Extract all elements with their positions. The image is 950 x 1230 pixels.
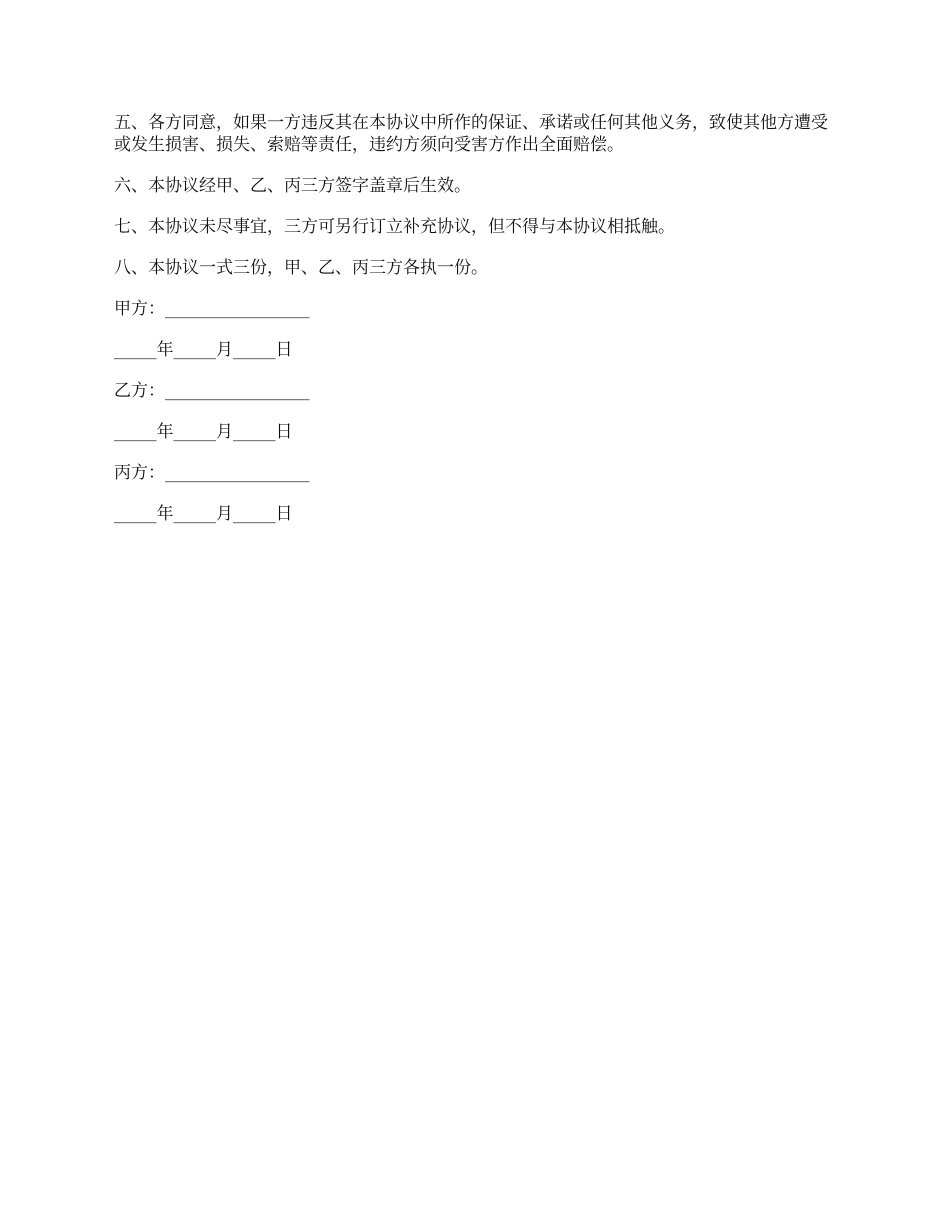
clause-7: 七、本协议未尽事宜，三方可另行订立补充协议，但不得与本协议相抵触。 (114, 217, 675, 237)
signature-date-a: _____年_____月_____日 (114, 340, 293, 360)
clause-6: 六、本协议经甲、乙、丙三方签字盖章后生效。 (114, 176, 471, 196)
signature-date-c: _____年_____月_____日 (114, 504, 293, 524)
document-page (114, 112, 838, 544)
signature-date-b: _____年_____月_____日 (114, 422, 293, 442)
clause-8: 八、本协议一式三份，甲、乙、丙三方各执一份。 (114, 258, 488, 278)
signature-party-c: 丙方：_________________ (114, 463, 310, 483)
signature-party-a: 甲方：_________________ (114, 299, 310, 319)
clause-5: 五、各方同意，如果一方违反其在本协议中所作的保证、承诺或任何其他义务，致使其他方遭受或发生损害、损失、索赔等责任，违约方须向受害方作出全面赔偿。 (114, 113, 828, 155)
signature-party-b: 乙方：_________________ (114, 381, 310, 401)
